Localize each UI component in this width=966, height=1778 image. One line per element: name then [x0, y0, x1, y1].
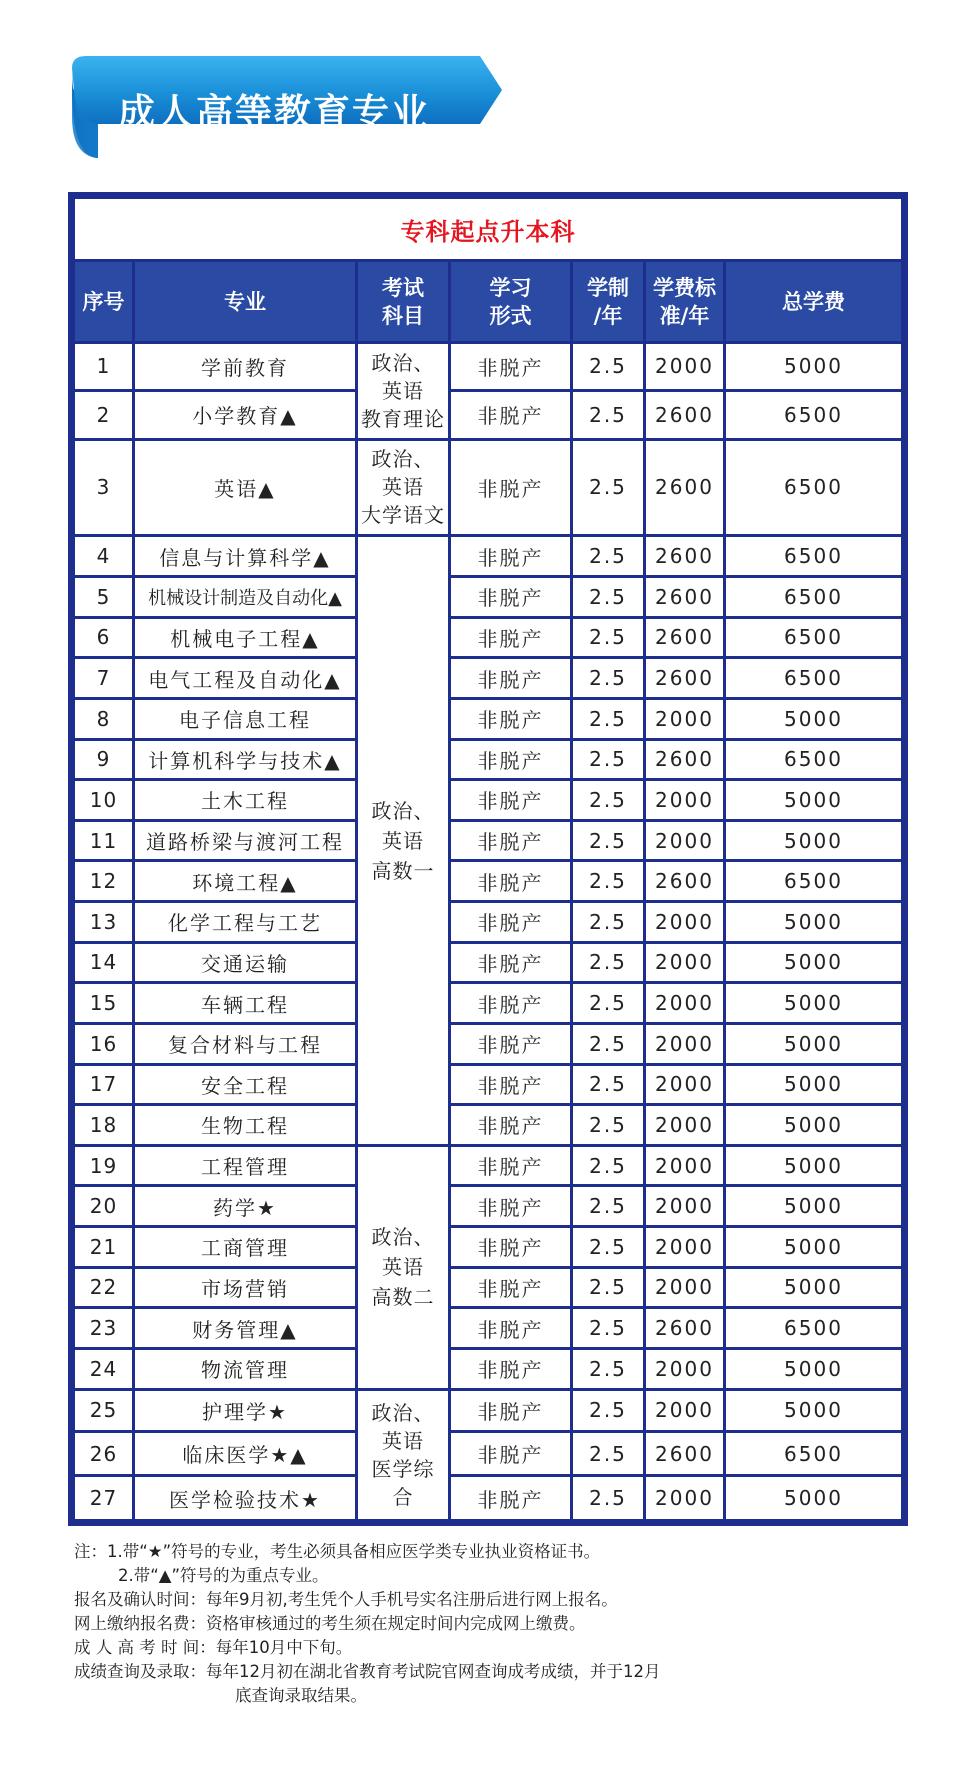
row-major: 生物工程 — [134, 1105, 357, 1146]
row-major: 工程管理 — [134, 1145, 357, 1186]
row-fee-per-year: 2600 — [645, 1308, 725, 1349]
row-total-fee: 6500 — [725, 391, 903, 439]
row-major: 电子信息工程 — [134, 698, 357, 739]
row-total-fee: 5000 — [725, 1064, 903, 1105]
row-total-fee: 6500 — [725, 739, 903, 780]
row-index: 22 — [74, 1267, 134, 1308]
exam-subject-line: 英语 — [382, 475, 424, 500]
row-study-mode: 非脱产 — [450, 698, 572, 739]
row-index: 13 — [74, 902, 134, 943]
row-years: 2.5 — [572, 439, 645, 536]
table-row — [74, 1186, 903, 1227]
row-major: 财务管理▲ — [134, 1308, 357, 1349]
exam-subject-line: 英语 — [382, 1428, 424, 1453]
row-index: 18 — [74, 1105, 134, 1146]
row-major: 机械设计制造及自动化▲ — [134, 577, 357, 618]
row-study-mode: 非脱产 — [450, 780, 572, 821]
header-major: 专业 — [134, 261, 357, 342]
row-fee-per-year: 2000 — [645, 342, 725, 390]
row-study-mode: 非脱产 — [450, 536, 572, 577]
row-index: 25 — [74, 1389, 134, 1431]
header-fee — [645, 261, 725, 342]
row-exam-subjects — [357, 439, 450, 536]
row-index: 15 — [74, 983, 134, 1024]
row-years: 2.5 — [572, 342, 645, 390]
row-fee-per-year: 2000 — [645, 1186, 725, 1227]
row-major: 护理学★ — [134, 1389, 357, 1431]
table-row — [74, 698, 903, 739]
row-major: 小学教育▲ — [134, 391, 357, 439]
exam-subject-line: 大学语文 — [361, 503, 445, 528]
row-study-mode: 非脱产 — [450, 902, 572, 943]
row-total-fee: 5000 — [725, 820, 903, 861]
row-fee-per-year: 2000 — [645, 820, 725, 861]
row-major: 机械电子工程▲ — [134, 617, 357, 658]
row-years: 2.5 — [572, 1267, 645, 1308]
exam-subject-line: 政治、 — [371, 1225, 435, 1250]
row-study-mode: 非脱产 — [450, 1431, 572, 1476]
row-study-mode: 非脱产 — [450, 1348, 572, 1389]
table-row — [74, 1145, 903, 1186]
note-star: 注：1.带“★”符号的专业，考生必须具备相应医学类专业执业资格证书。 — [74, 1542, 601, 1561]
exam-subject-line: 政治、 — [371, 798, 435, 823]
row-fee-per-year: 2000 — [645, 1267, 725, 1308]
exam-subject-line: 合 — [392, 1484, 414, 1509]
row-study-mode: 非脱产 — [450, 1227, 572, 1268]
row-study-mode: 非脱产 — [450, 617, 572, 658]
row-fee-per-year: 2000 — [645, 1227, 725, 1268]
row-study-mode: 非脱产 — [450, 942, 572, 983]
table-row — [74, 658, 903, 699]
row-major: 安全工程 — [134, 1064, 357, 1105]
row-study-mode: 非脱产 — [450, 1023, 572, 1064]
row-total-fee: 5000 — [725, 1145, 903, 1186]
row-total-fee: 5000 — [725, 1476, 903, 1521]
row-index: 17 — [74, 1064, 134, 1105]
row-index: 19 — [74, 1145, 134, 1186]
row-years: 2.5 — [572, 1023, 645, 1064]
note-payment: 网上缴纳报名费：资格审核通过的考生须在规定时间内完成网上缴费。 — [74, 1614, 586, 1633]
table-row — [74, 1227, 903, 1268]
row-years: 2.5 — [572, 780, 645, 821]
row-years: 2.5 — [572, 1389, 645, 1431]
row-fee-per-year: 2000 — [645, 780, 725, 821]
note-exam-time: 成 人 高 考 时 间：每年10月中下旬。 — [74, 1638, 353, 1657]
row-index: 21 — [74, 1227, 134, 1268]
header-subject-line1: 考试 — [382, 275, 424, 300]
row-total-fee: 5000 — [725, 780, 903, 821]
exam-subject-line: 医学综 — [371, 1456, 435, 1481]
table-row — [74, 1064, 903, 1105]
row-study-mode: 非脱产 — [450, 1308, 572, 1349]
row-fee-per-year: 2000 — [645, 1105, 725, 1146]
row-years: 2.5 — [572, 698, 645, 739]
header-subject — [357, 261, 450, 342]
row-fee-per-year: 2600 — [645, 739, 725, 780]
exam-subject-line: 政治、 — [371, 447, 435, 472]
row-total-fee: 6500 — [725, 536, 903, 577]
row-fee-per-year: 2600 — [645, 577, 725, 618]
row-index: 9 — [74, 739, 134, 780]
row-years: 2.5 — [572, 577, 645, 618]
row-major: 环境工程▲ — [134, 861, 357, 902]
row-years: 2.5 — [572, 1227, 645, 1268]
row-total-fee: 5000 — [725, 983, 903, 1024]
row-years: 2.5 — [572, 1145, 645, 1186]
row-study-mode: 非脱产 — [450, 983, 572, 1024]
row-years: 2.5 — [572, 1348, 645, 1389]
row-major: 车辆工程 — [134, 983, 357, 1024]
row-study-mode: 非脱产 — [450, 1389, 572, 1431]
row-years: 2.5 — [572, 739, 645, 780]
row-major: 道路桥梁与渡河工程 — [134, 820, 357, 861]
row-fee-per-year: 2600 — [645, 658, 725, 699]
row-major: 交通运输 — [134, 942, 357, 983]
table-row — [74, 861, 903, 902]
row-index: 1 — [74, 342, 134, 390]
note-triangle: 2.带“▲”符号的为重点专业。 — [118, 1566, 329, 1585]
note-registration: 报名及确认时间：每年9月初,考生凭个人手机号实名注册后进行网上报名。 — [74, 1590, 618, 1609]
header-mode-line2: 形式 — [489, 303, 532, 328]
row-fee-per-year: 2600 — [645, 391, 725, 439]
row-exam-subjects — [357, 1145, 450, 1389]
row-index: 11 — [74, 820, 134, 861]
row-fee-per-year: 2000 — [645, 1023, 725, 1064]
row-fee-per-year: 2600 — [645, 617, 725, 658]
row-study-mode: 非脱产 — [450, 1476, 572, 1521]
row-major: 临床医学★▲ — [134, 1431, 357, 1476]
row-study-mode: 非脱产 — [450, 1105, 572, 1146]
row-index: 14 — [74, 942, 134, 983]
row-years: 2.5 — [572, 1186, 645, 1227]
table-row — [74, 577, 903, 618]
table-row — [74, 1267, 903, 1308]
table-header-row — [74, 261, 903, 342]
row-study-mode: 非脱产 — [450, 739, 572, 780]
row-index: 24 — [74, 1348, 134, 1389]
table-row — [74, 902, 903, 943]
exam-subject-line: 高数二 — [371, 1285, 435, 1310]
row-major: 药学★ — [134, 1186, 357, 1227]
table-row — [74, 1023, 903, 1064]
row-total-fee: 6500 — [725, 439, 903, 536]
row-total-fee: 5000 — [725, 1105, 903, 1146]
row-years: 2.5 — [572, 391, 645, 439]
row-major: 土木工程 — [134, 780, 357, 821]
row-major: 复合材料与工程 — [134, 1023, 357, 1064]
header-years-line2: /年 — [593, 303, 623, 328]
row-fee-per-year: 2000 — [645, 1476, 725, 1521]
table-row — [74, 1105, 903, 1146]
header-years-line1: 学制 — [587, 275, 629, 300]
row-total-fee: 5000 — [725, 342, 903, 390]
row-years: 2.5 — [572, 536, 645, 577]
row-total-fee: 5000 — [725, 1267, 903, 1308]
row-fee-per-year: 2000 — [645, 1064, 725, 1105]
row-fee-per-year: 2600 — [645, 439, 725, 536]
header-fee-line1: 学费标 — [653, 275, 716, 300]
row-years: 2.5 — [572, 658, 645, 699]
row-fee-per-year: 2600 — [645, 1431, 725, 1476]
row-fee-per-year: 2600 — [645, 861, 725, 902]
row-study-mode: 非脱产 — [450, 861, 572, 902]
row-exam-subjects — [357, 536, 450, 1145]
table-row — [74, 1348, 903, 1389]
row-major: 市场营销 — [134, 1267, 357, 1308]
row-major: 工商管理 — [134, 1227, 357, 1268]
exam-subject-line: 英语 — [382, 1255, 424, 1280]
row-index: 3 — [74, 439, 134, 536]
table-row — [74, 1308, 903, 1349]
row-index: 4 — [74, 536, 134, 577]
table-caption: 专科起点升本科 — [74, 198, 903, 261]
exam-subject-line: 政治、 — [371, 350, 435, 375]
table-row — [74, 820, 903, 861]
row-fee-per-year: 2000 — [645, 983, 725, 1024]
table-row — [74, 439, 903, 536]
row-index: 7 — [74, 658, 134, 699]
row-total-fee: 5000 — [725, 902, 903, 943]
row-total-fee: 5000 — [725, 1389, 903, 1431]
exam-subject-line: 英语 — [382, 378, 424, 403]
row-total-fee: 5000 — [725, 942, 903, 983]
table-row — [74, 983, 903, 1024]
exam-subject-line: 教育理论 — [361, 406, 445, 431]
row-index: 26 — [74, 1431, 134, 1476]
row-major: 电气工程及自动化▲ — [134, 658, 357, 699]
header-idx: 序号 — [74, 261, 134, 342]
banner-title: 成人高等教育专业 — [118, 91, 430, 134]
row-total-fee: 6500 — [725, 1308, 903, 1349]
header-mode-line1: 学习 — [489, 275, 532, 300]
row-years: 2.5 — [572, 1064, 645, 1105]
table-row — [74, 1431, 903, 1476]
row-total-fee: 6500 — [725, 1431, 903, 1476]
row-study-mode: 非脱产 — [450, 1145, 572, 1186]
row-index: 23 — [74, 1308, 134, 1349]
row-fee-per-year: 2000 — [645, 902, 725, 943]
row-study-mode: 非脱产 — [450, 1267, 572, 1308]
row-fee-per-year: 2000 — [645, 942, 725, 983]
row-fee-per-year: 2600 — [645, 536, 725, 577]
row-study-mode: 非脱产 — [450, 439, 572, 536]
row-years: 2.5 — [572, 1308, 645, 1349]
table-row — [74, 780, 903, 821]
row-major: 计算机科学与技术▲ — [134, 739, 357, 780]
row-index: 8 — [74, 698, 134, 739]
row-years: 2.5 — [572, 1431, 645, 1476]
majors-table-frame — [68, 192, 908, 1526]
row-total-fee: 6500 — [725, 861, 903, 902]
row-fee-per-year: 2000 — [645, 1389, 725, 1431]
row-study-mode: 非脱产 — [450, 1186, 572, 1227]
note-results-line1: 成绩查询及录取：每年12月初在湖北省教育考试院官网查询成考成绩，并于12月 — [74, 1662, 661, 1681]
row-index: 12 — [74, 861, 134, 902]
row-index: 27 — [74, 1476, 134, 1521]
header-total: 总学费 — [725, 261, 903, 342]
exam-subject-line: 政治、 — [371, 1400, 435, 1425]
row-years: 2.5 — [572, 861, 645, 902]
row-study-mode: 非脱产 — [450, 658, 572, 699]
row-years: 2.5 — [572, 1105, 645, 1146]
row-total-fee: 6500 — [725, 577, 903, 618]
table-row — [74, 942, 903, 983]
row-study-mode: 非脱产 — [450, 820, 572, 861]
row-major: 信息与计算科学▲ — [134, 536, 357, 577]
header-subject-line2: 科目 — [382, 303, 424, 328]
table-row — [74, 1389, 903, 1431]
header-years — [572, 261, 645, 342]
row-index: 6 — [74, 617, 134, 658]
row-total-fee: 5000 — [725, 698, 903, 739]
row-index: 20 — [74, 1186, 134, 1227]
row-fee-per-year: 2000 — [645, 1348, 725, 1389]
row-total-fee: 5000 — [725, 1186, 903, 1227]
row-years: 2.5 — [572, 820, 645, 861]
row-index: 2 — [74, 391, 134, 439]
row-years: 2.5 — [572, 902, 645, 943]
row-major: 医学检验技术★ — [134, 1476, 357, 1521]
notes-section — [74, 1540, 914, 1708]
table-row — [74, 342, 903, 390]
row-exam-subjects — [357, 342, 450, 439]
row-years: 2.5 — [572, 1476, 645, 1521]
row-major: 物流管理 — [134, 1348, 357, 1389]
note-results-line2: 底查询录取结果。 — [235, 1686, 367, 1705]
row-total-fee: 5000 — [725, 1227, 903, 1268]
row-fee-per-year: 2000 — [645, 698, 725, 739]
row-index: 16 — [74, 1023, 134, 1064]
row-index: 5 — [74, 577, 134, 618]
row-index: 10 — [74, 780, 134, 821]
majors-table — [72, 196, 904, 1522]
row-years: 2.5 — [572, 942, 645, 983]
row-total-fee: 6500 — [725, 617, 903, 658]
exam-subject-line: 高数一 — [371, 858, 435, 883]
row-total-fee: 5000 — [725, 1348, 903, 1389]
row-total-fee: 5000 — [725, 1023, 903, 1064]
row-major: 英语▲ — [134, 439, 357, 536]
exam-subject-line: 英语 — [382, 828, 424, 853]
row-total-fee: 6500 — [725, 658, 903, 699]
row-study-mode: 非脱产 — [450, 391, 572, 439]
row-study-mode: 非脱产 — [450, 577, 572, 618]
row-major: 学前教育 — [134, 342, 357, 390]
row-study-mode: 非脱产 — [450, 342, 572, 390]
row-major: 化学工程与工艺 — [134, 902, 357, 943]
header-fee-line2: 准/年 — [659, 303, 710, 328]
table-row — [74, 739, 903, 780]
row-years: 2.5 — [572, 983, 645, 1024]
row-years: 2.5 — [572, 617, 645, 658]
table-row — [74, 536, 903, 577]
header-mode — [450, 261, 572, 342]
row-fee-per-year: 2000 — [645, 1145, 725, 1186]
row-exam-subjects — [357, 1389, 450, 1521]
table-row — [74, 617, 903, 658]
row-study-mode: 非脱产 — [450, 1064, 572, 1105]
table-row — [74, 391, 903, 439]
section-banner — [72, 56, 502, 180]
table-row — [74, 1476, 903, 1521]
